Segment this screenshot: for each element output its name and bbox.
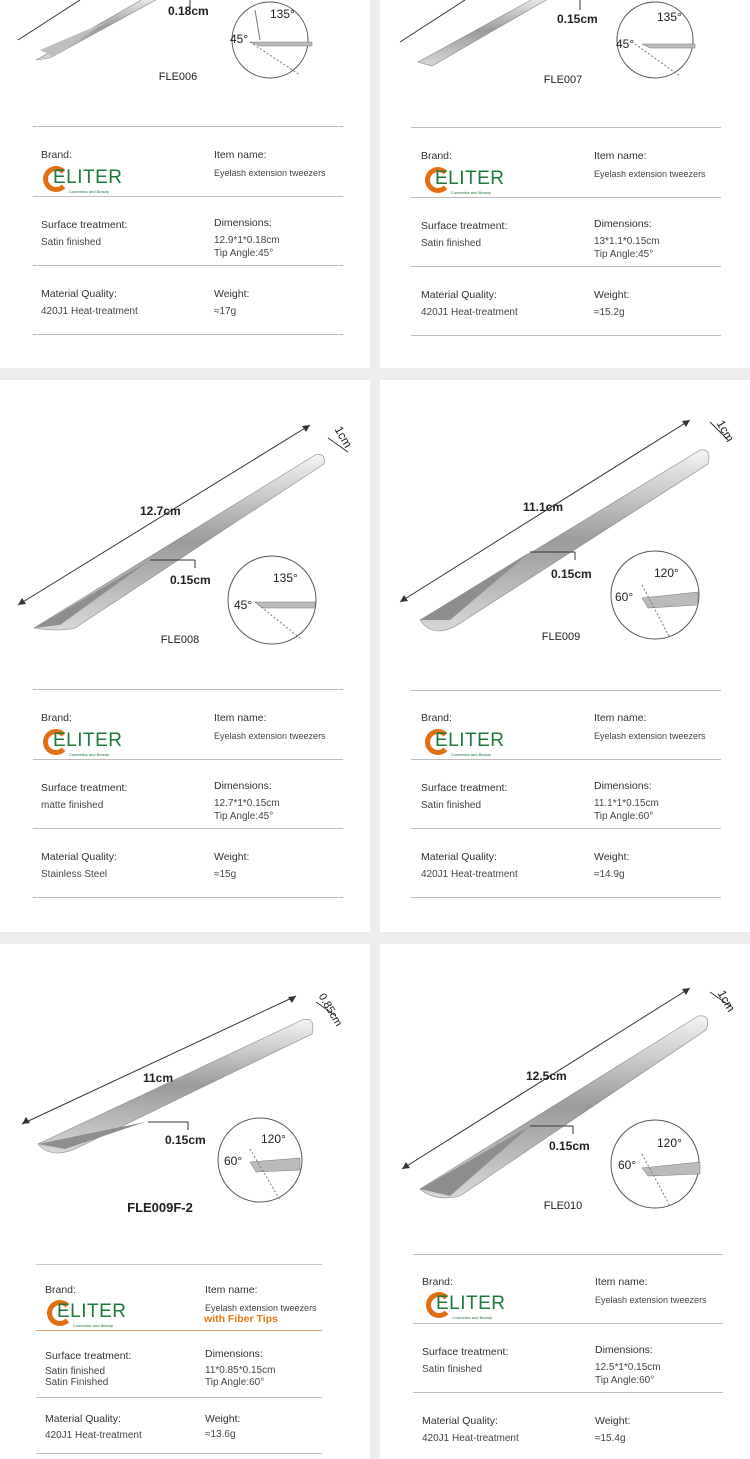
tip-angle-value: Tip Angle:45° (214, 248, 274, 259)
item-name-value: Eyelash extension tweezers (214, 731, 326, 741)
brand-label: Brand: (421, 712, 452, 724)
dimensions-value: 12.5*1*0.15cm (595, 1362, 661, 1373)
divider (36, 1264, 322, 1265)
model-label: FLE009F-2 (127, 1200, 193, 1215)
tweezer-diagram (0, 0, 370, 120)
surface-label: Surface treatment: (41, 219, 128, 231)
material-label: Material Quality: (422, 1415, 498, 1427)
material-value: 420J1 Heat-treatment (422, 1433, 519, 1444)
width-label: 0.85cm (315, 991, 345, 1029)
product-card-fle008 (0, 380, 370, 932)
tip-angle-value: Tip Angle:45° (594, 249, 654, 260)
divider (411, 127, 721, 128)
weight-label: Weight: (214, 851, 250, 863)
angle-inner-label: 60° (224, 1154, 243, 1168)
divider (413, 1323, 723, 1324)
material-value: 420J1 Heat-treatment (421, 869, 518, 880)
tweezer-diagram (0, 944, 370, 1224)
weight-value: ≈14.9g (594, 869, 625, 880)
product-card-fle007 (380, 0, 750, 368)
surface-label: Surface treatment: (421, 782, 508, 794)
length-label: 12.7cm (140, 504, 181, 518)
width-label: 1cm (714, 987, 739, 1015)
angle-outer-label: 120° (654, 566, 679, 580)
surface-value: matte finished (41, 800, 104, 811)
weight-label: Weight: (594, 851, 630, 863)
dimensions-label: Dimensions: (595, 1344, 653, 1356)
brand-label: Brand: (41, 712, 72, 724)
divider (36, 1453, 322, 1454)
tip-angle-value: Tip Angle:60° (594, 811, 654, 822)
model-label: FLE006 (158, 71, 198, 83)
product-card-fle009f-2 (0, 944, 370, 1459)
divider (411, 335, 721, 336)
divider (33, 897, 343, 898)
angle-inner-label: 60° (618, 1158, 637, 1172)
angle-inner-label: 60° (615, 590, 634, 604)
dimensions-value: 11*0.85*0.15cm (205, 1365, 276, 1376)
surface-label: Surface treatment: (45, 1350, 132, 1362)
weight-value: ≈15.4g (595, 1433, 626, 1444)
surface-value: Satin finished (41, 237, 102, 248)
eliter-logo: ELITER Cosmetics and Beauty (47, 1298, 137, 1330)
model-label: FLE007 (543, 74, 583, 86)
divider (36, 1330, 322, 1331)
divider (413, 1254, 723, 1255)
divider (411, 266, 721, 267)
material-label: Material Quality: (45, 1413, 121, 1425)
surface-value-2: Satin Finished (45, 1377, 109, 1388)
model-label: FLE010 (543, 1200, 583, 1212)
weight-label: Weight: (594, 289, 630, 301)
model-label: FLE009 (541, 631, 581, 643)
brand-label: Brand: (41, 149, 72, 161)
item-name-value: Eyelash extension tweezers (214, 168, 326, 178)
width-label: 1cm (713, 417, 738, 445)
divider (411, 897, 721, 898)
weight-value: ≈13.6g (205, 1429, 236, 1440)
brand-label: Brand: (45, 1284, 76, 1296)
length-label: 11.1cm (523, 500, 564, 514)
dimensions-label: Dimensions: (205, 1348, 263, 1360)
divider (411, 690, 721, 691)
surface-value: Satin finished (421, 238, 482, 249)
tweezer-diagram (380, 380, 750, 660)
tip-angle-value: Tip Angle:60° (595, 1375, 655, 1386)
dimensions-label: Dimensions: (214, 217, 272, 229)
item-name-label: Item name: (594, 712, 647, 724)
angle-inner-label: 45° (230, 32, 249, 46)
weight-label: Weight: (214, 288, 250, 300)
weight-label: Weight: (205, 1413, 241, 1425)
divider (33, 126, 343, 127)
weight-value: ≈15.2g (594, 307, 625, 318)
brand-label: Brand: (422, 1276, 453, 1288)
angle-outer-label: 135° (270, 7, 295, 21)
dimensions-label: Dimensions: (594, 218, 652, 230)
divider (33, 334, 343, 335)
eliter-logo: ELITER Cosmetics and Beauty (426, 1290, 516, 1322)
dimensions-label: Dimensions: (214, 780, 272, 792)
tip-width-label: 0.15cm (170, 573, 211, 587)
eliter-logo: ELITER Cosmetics and Beauty (425, 727, 515, 759)
length-label: 11cm (143, 1071, 174, 1085)
divider (33, 689, 343, 690)
model-label: FLE008 (160, 634, 200, 646)
item-name-label: Item name: (595, 1276, 648, 1288)
tip-angle-value: Tip Angle:60° (205, 1377, 265, 1388)
dimensions-value: 12.7*1*0.15cm (214, 798, 280, 809)
eliter-logo: ELITER Cosmetics and Beauty (43, 727, 133, 759)
divider (411, 197, 721, 198)
eliter-logo: ELITER Cosmetics and Beauty (43, 164, 133, 196)
item-name-value: Eyelash extension tweezers (594, 731, 706, 741)
tip-width-label: 0.15cm (549, 1139, 590, 1153)
surface-label: Surface treatment: (421, 220, 508, 232)
angle-inner-label: 45° (616, 37, 635, 51)
tip-width-label: 0.15cm (551, 567, 592, 581)
material-label: Material Quality: (421, 851, 497, 863)
surface-value: Satin finished (422, 1364, 483, 1375)
divider (33, 265, 343, 266)
weight-value: ≈17g (214, 306, 237, 317)
tweezer-diagram (380, 944, 750, 1224)
dimensions-value: 12.9*1*0.18cm (214, 235, 280, 246)
divider (33, 828, 343, 829)
item-name-label: Item name: (594, 150, 647, 162)
angle-outer-label: 135° (273, 571, 298, 585)
item-name-value: Eyelash extension tweezers (205, 1303, 317, 1313)
divider (411, 759, 721, 760)
item-name-label: Item name: (214, 149, 267, 161)
angle-inner-label: 45° (234, 598, 253, 612)
divider (36, 1397, 322, 1398)
divider (413, 1392, 723, 1393)
dimensions-label: Dimensions: (594, 780, 652, 792)
tip-width-label: 0.15cm (557, 12, 598, 26)
material-label: Material Quality: (41, 288, 117, 300)
eliter-logo: ELITER Cosmetics and Beauty (425, 165, 515, 197)
length-label: 12.5cm (526, 1069, 567, 1083)
material-label: Material Quality: (421, 289, 497, 301)
surface-label: Surface treatment: (41, 782, 128, 794)
surface-value: Satin finished (45, 1366, 106, 1377)
material-value: Stainless Steel (41, 869, 108, 880)
divider (33, 759, 343, 760)
item-name-value: Eyelash extension tweezers (594, 169, 706, 179)
angle-outer-label: 135° (657, 10, 682, 24)
material-value: 420J1 Heat-treatment (45, 1430, 142, 1441)
divider (33, 196, 343, 197)
tip-angle-value: Tip Angle:45° (214, 811, 274, 822)
surface-label: Surface treatment: (422, 1346, 509, 1358)
item-name-value: Eyelash extension tweezers (595, 1295, 707, 1305)
weight-value: ≈15g (214, 869, 237, 880)
tweezer-diagram (0, 380, 370, 660)
dimensions-value: 11.1*1*0.15cm (594, 798, 659, 809)
material-value: 420J1 Heat-treatment (41, 306, 138, 317)
width-label: 1cm (331, 423, 356, 451)
angle-outer-label: 120° (657, 1136, 682, 1150)
dimensions-value: 13*1.1*0.15cm (594, 236, 660, 247)
brand-label: Brand: (421, 150, 452, 162)
item-name-label: Item name: (214, 712, 267, 724)
tip-width-label: 0.18cm (168, 4, 209, 18)
product-card-fle010 (380, 944, 750, 1459)
weight-label: Weight: (595, 1415, 631, 1427)
item-name-label: Item name: (205, 1284, 258, 1296)
tip-width-label: 0.15cm (165, 1133, 206, 1147)
material-label: Material Quality: (41, 851, 117, 863)
product-card-fle006 (0, 0, 370, 368)
divider (411, 828, 721, 829)
product-card-fle009 (380, 380, 750, 932)
angle-outer-label: 120° (261, 1132, 286, 1146)
fiber-tips-label: with Fiber Tips (204, 1313, 278, 1325)
surface-value: Satin finished (421, 800, 482, 811)
material-value: 420J1 Heat-treatment (421, 307, 518, 318)
